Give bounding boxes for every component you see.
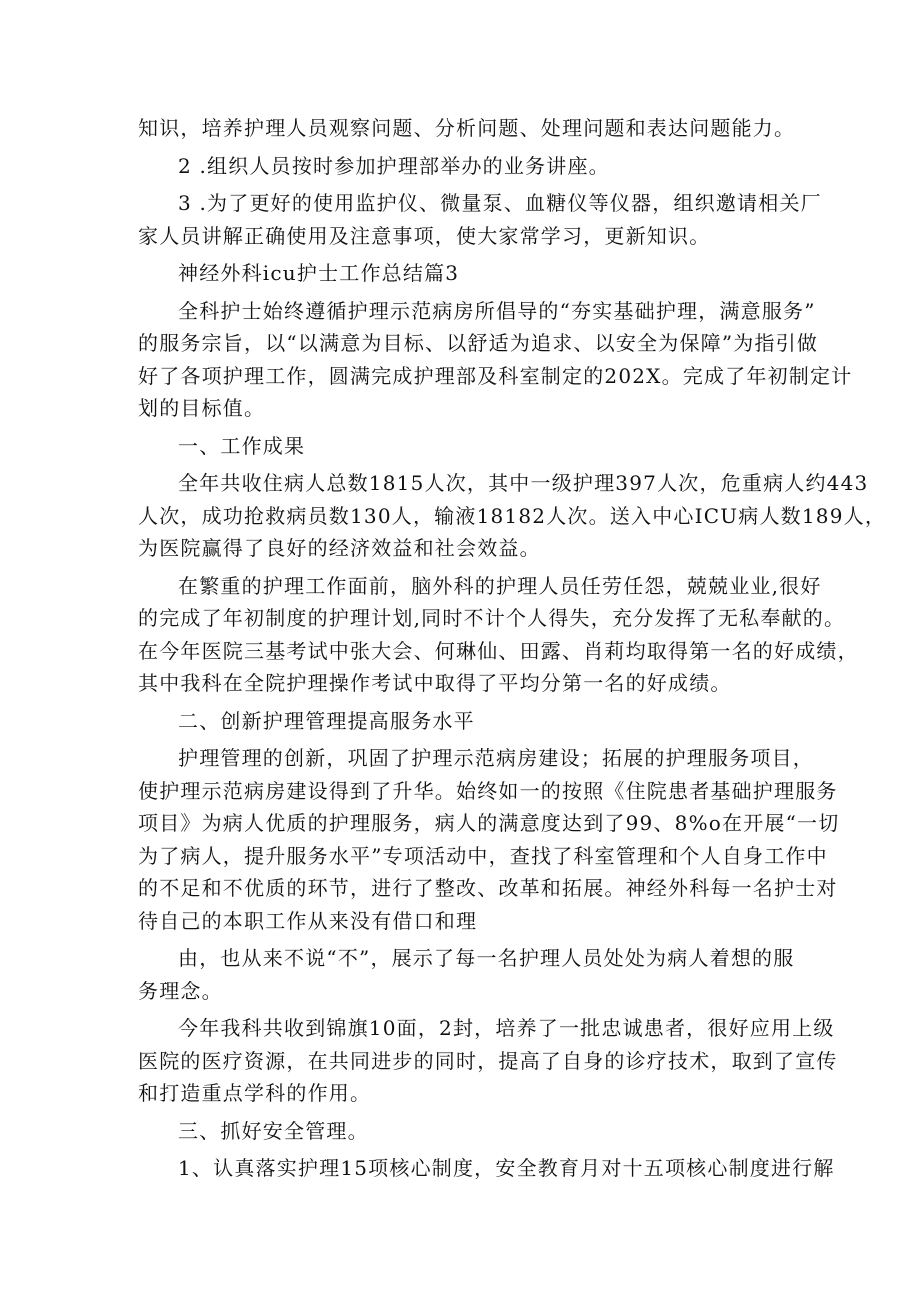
text-line: 三、抓好安全管理。 <box>178 1118 369 1143</box>
text-line: 家人员讲解正确使用及注意事项，使大家常学习，更新知识。 <box>138 223 711 248</box>
text-line: 今年我科共收到锦旗10面，2封，培养了一批忠诚患者，很好应用上级 <box>178 1016 835 1040</box>
text-line: 2 .组织人员按时参加护理部举办的业务讲座。 <box>178 153 610 178</box>
text-line: 在今年医院三基考试中张大会、何琳仙、田露、肖莉均取得第一名的好成绩， <box>138 638 859 663</box>
text-line: 医院的医疗资源，在共同进步的同时，提高了自身的诊疗技术，取到了宣传 <box>138 1048 838 1073</box>
text-line: 务理念。 <box>138 978 223 1003</box>
document-body <box>138 112 887 1185</box>
text-line: 二、创新护理管理提高服务水平 <box>178 708 475 733</box>
text-line: 护理管理的创新，巩固了护理示范病房建设；拓展的护理服务项目， <box>178 746 814 770</box>
text-line: 的完成了年初制度的护理计划,同时不计个人得失，充分发挥了无私奉献的。 <box>138 606 846 630</box>
text-line: 神经外科icu护士工作总结篇3 <box>178 261 460 285</box>
text-line: 3 .为了更好的使用监护仪、微量泵、血糖仪等仪器，组织邀请相关厂 <box>178 191 822 215</box>
text-line: 为医院赢得了良好的经济效益和社会效益。 <box>138 536 541 560</box>
text-line: 使护理示范病房建设得到了升华。始终如一的按照《住院患者基础护理服务 <box>138 778 838 803</box>
text-line: 全科护士始终遵循护理示范病房所倡导的“夯实基础护理，满意服务” <box>178 298 816 323</box>
text-line: 知识，培养护理人员观察问题、分析问题、处理问题和表达问题能力。 <box>138 116 796 140</box>
text-line: 项目》为病人优质的护理服务，病人的满意度达到了99、8%o在开展“一切 <box>138 811 840 835</box>
text-line: 为了病人，提升服务水平”专项活动中，查找了科室管理和个人自身工作中 <box>138 843 828 868</box>
text-line: 待自己的本职工作从来没有借口和理 <box>138 908 478 933</box>
text-line: 的服务宗旨，以“以满意为目标、以舒适为追求、以安全为保障”为指引做 <box>138 331 819 355</box>
text-line: 在繁重的护理工作面前，脑外科的护理人员任劳任怨，兢兢业业,很好 <box>178 573 822 598</box>
text-line: 和打造重点学科的作用。 <box>138 1081 372 1105</box>
text-line: 好了各项护理工作，圆满完成护理部及科室制定的202X。完成了年初制定计 <box>138 363 853 388</box>
text-line: 1、认真落实护理15项核心制度，安全教育月对十五项核心制度进行解 <box>178 1156 835 1180</box>
text-line: 全年共收住病人总数1815人次，其中一级护理397人次，危重病人约443 <box>178 471 869 495</box>
text-line: 人次，成功抢救病员数130人，输液18182人次。送入中心ICU病人数189人， <box>138 503 887 528</box>
text-line: 其中我科在全院护理操作考试中取得了平均分第一名的好成绩。 <box>138 671 732 695</box>
text-line: 由，也从来不说“不”，展示了每一名护理人员处处为病人着想的服 <box>178 946 795 970</box>
text-line: 一、工作成果 <box>178 433 306 458</box>
text-line: 的不足和不优质的环节，进行了整改、改革和拓展。神经外科每一名护士对 <box>138 876 838 900</box>
text-line: 划的目标值。 <box>138 396 266 420</box>
